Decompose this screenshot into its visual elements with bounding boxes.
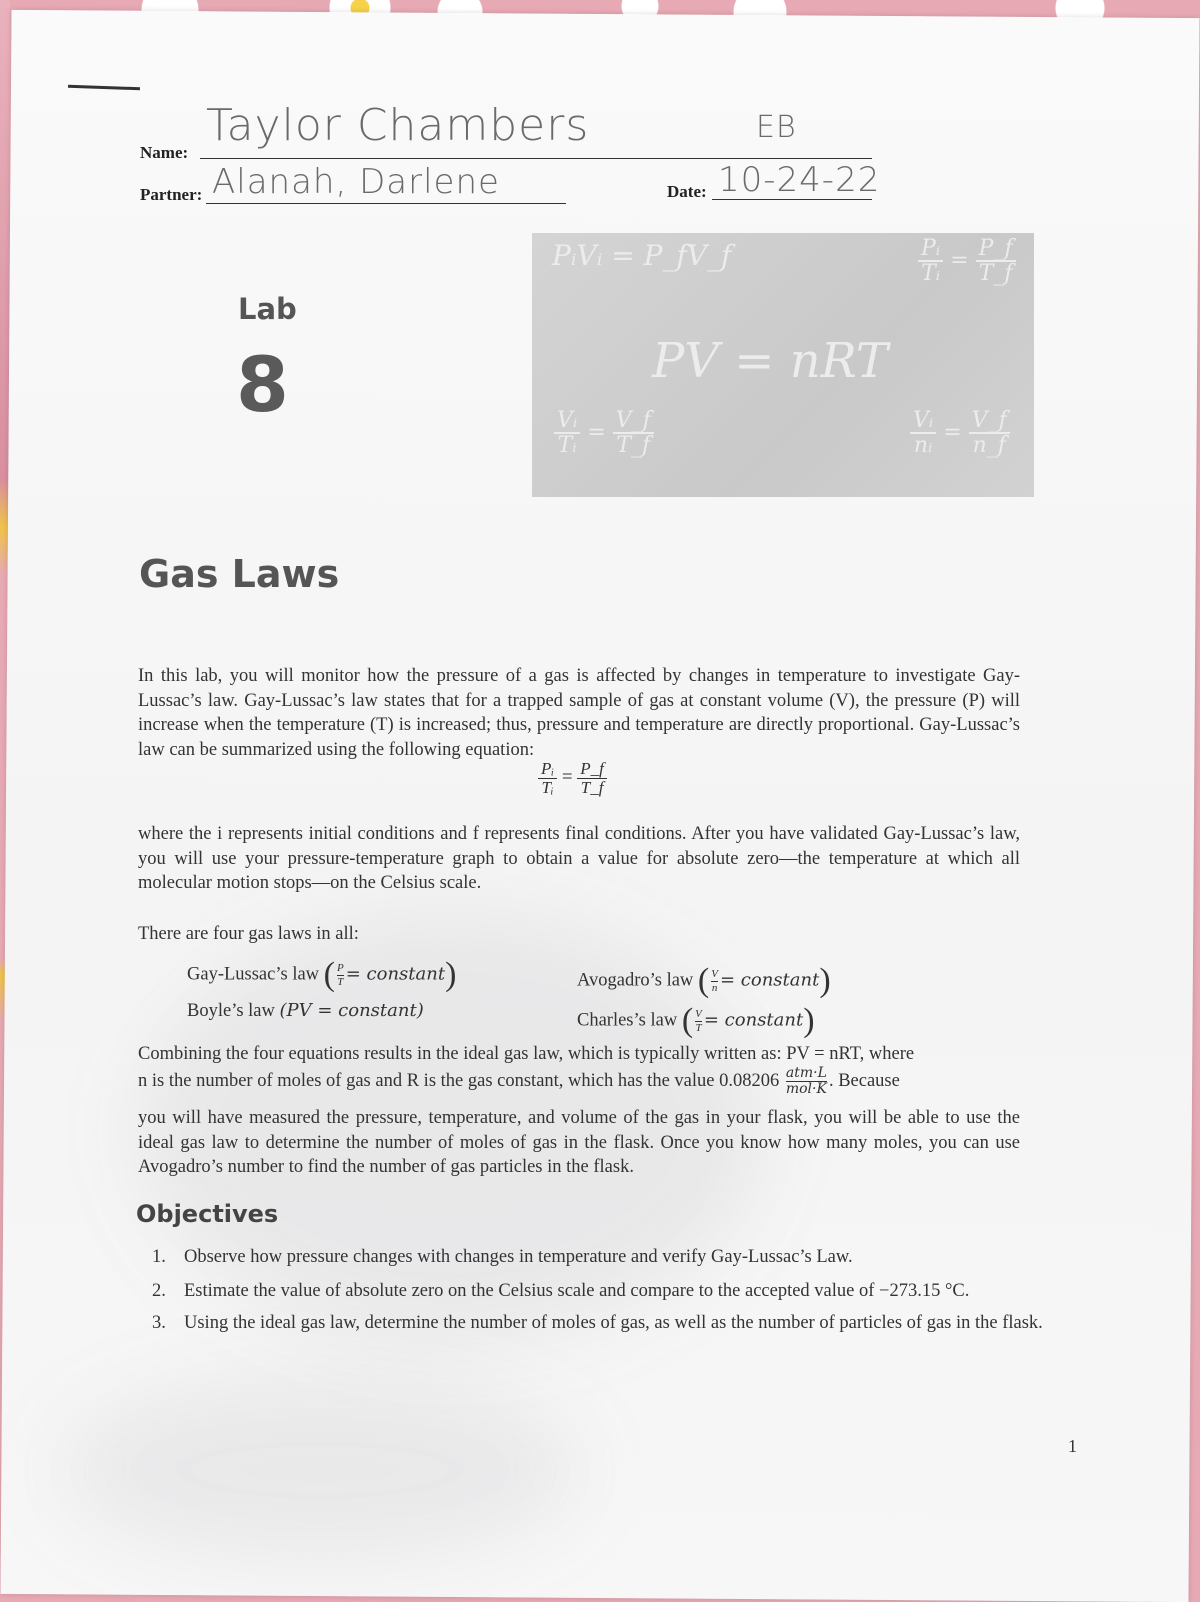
- banner-charles-equation: $\frac{\text{Vᵢ}}{\text{Tᵢ}}$ = $\frac{V\_f}{T\_f}$: [554, 409, 654, 457]
- gas-law-banner: [532, 233, 1034, 497]
- date-handwritten: 10-24-22: [718, 160, 881, 200]
- lab-word: Lab: [238, 292, 297, 326]
- partner-line: [206, 203, 566, 204]
- name-line: [200, 158, 872, 159]
- objective-item: 2. Estimate the value of absolute zero on the Celsius scale and compare to the accepted value of −273.15 °C.: [152, 1281, 970, 1301]
- page-number: 1: [1068, 1436, 1077, 1456]
- charles-law: Charles’s law ( $\frac{V}{T}$ = constant): [577, 1002, 815, 1039]
- banner-ideal-gas-equation: PV = nRT: [652, 333, 888, 389]
- gay-lussac-law: Gay-Lussac’s law ( $\frac{P}{T}$ = constant): [187, 956, 457, 993]
- ideal-gas-paragraph-rest: you will have measured the pressure, temperature, and volume of the gas in your flask, you will be able to use the ideal gas law to determine the number of moles of gas in the flask. Once you know how many moles, you can use Avogadro’s number to find the number of gas particles in the flask.: [138, 1108, 1020, 1177]
- banner-avogadro-equation: $\frac{\text{Vᵢ}}{\text{nᵢ}}$ = $\frac{V\_f}{n\_f}$: [910, 409, 1010, 457]
- objective-item: 3. Using the ideal gas law, determine the number of moles of gas, as well as the number of particles of gas in the flask.: [152, 1313, 1043, 1333]
- partner-label: Partner:: [140, 185, 203, 204]
- avogadro-law: Avogadro’s law ( $\frac{V}{n}$ = constant): [577, 962, 831, 999]
- photo-shadow: [60, 1380, 580, 1560]
- banner-gay-lussac-equation: $\frac{\text{Pᵢ}}{\text{Tᵢ}}$ = $\frac{P\_f}{T\_f}$: [918, 237, 1016, 285]
- four-laws-intro: There are four gas laws in all:: [138, 924, 359, 944]
- ideal-gas-line-2: n is the number of moles of gas and R is the gas constant, which has the value 0.08206 $\frac{\text{atm·L}}{\text{mol·K}}$ . Because: [138, 1065, 900, 1098]
- objective-item: 1. Observe how pressure changes with changes in temperature and verify Gay-Lussac’s Law.: [152, 1247, 853, 1267]
- date-label: Date:: [667, 182, 707, 201]
- partner-handwritten: Alanah, Darlene: [212, 162, 500, 202]
- objectives-heading: Objectives: [136, 1200, 279, 1228]
- lab-number: 8: [236, 340, 289, 429]
- ideal-gas-line-1: Combining the four equations results in the ideal gas law, which is typically written as: PV = nRT, where: [138, 1044, 915, 1064]
- conditions-paragraph: where the i represents initial conditions and f represents final conditions. After you have validated Gay-Lussac’s law, you will use your pressure-temperature graph to obtain a value for absolute zero—the temperature at which all molecular motion stops—on the Celsius scale.: [138, 824, 1020, 893]
- initials-handwritten: EB: [756, 110, 797, 145]
- name-label: Name:: [140, 143, 189, 162]
- name-handwritten: Taylor Chambers: [206, 100, 590, 151]
- banner-boyle-equation: PᵢVᵢ = P_fV_f: [552, 239, 732, 272]
- boyle-law: Boyle’s law (PV = constant): [187, 1000, 424, 1021]
- intro-paragraph: In this lab, you will monitor how the pressure of a gas is affected by changes in temperature to investigate Gay-Lussac’s law. Gay-Lussac’s law states that for a trapped sample of gas at constant volume (V), the pressure (P) will increase when the temperature (T) is increased; thus, pressure and temperature are directly proportional. Gay-Lussac’s law can be summarized using the following equation:: [138, 666, 1020, 760]
- page-title: Gas Laws: [139, 552, 340, 596]
- gay-lussac-equation: $\frac{\text{Pᵢ}}{\text{Tᵢ}}$ = $\frac{P\_f}{T\_f}$: [538, 760, 607, 797]
